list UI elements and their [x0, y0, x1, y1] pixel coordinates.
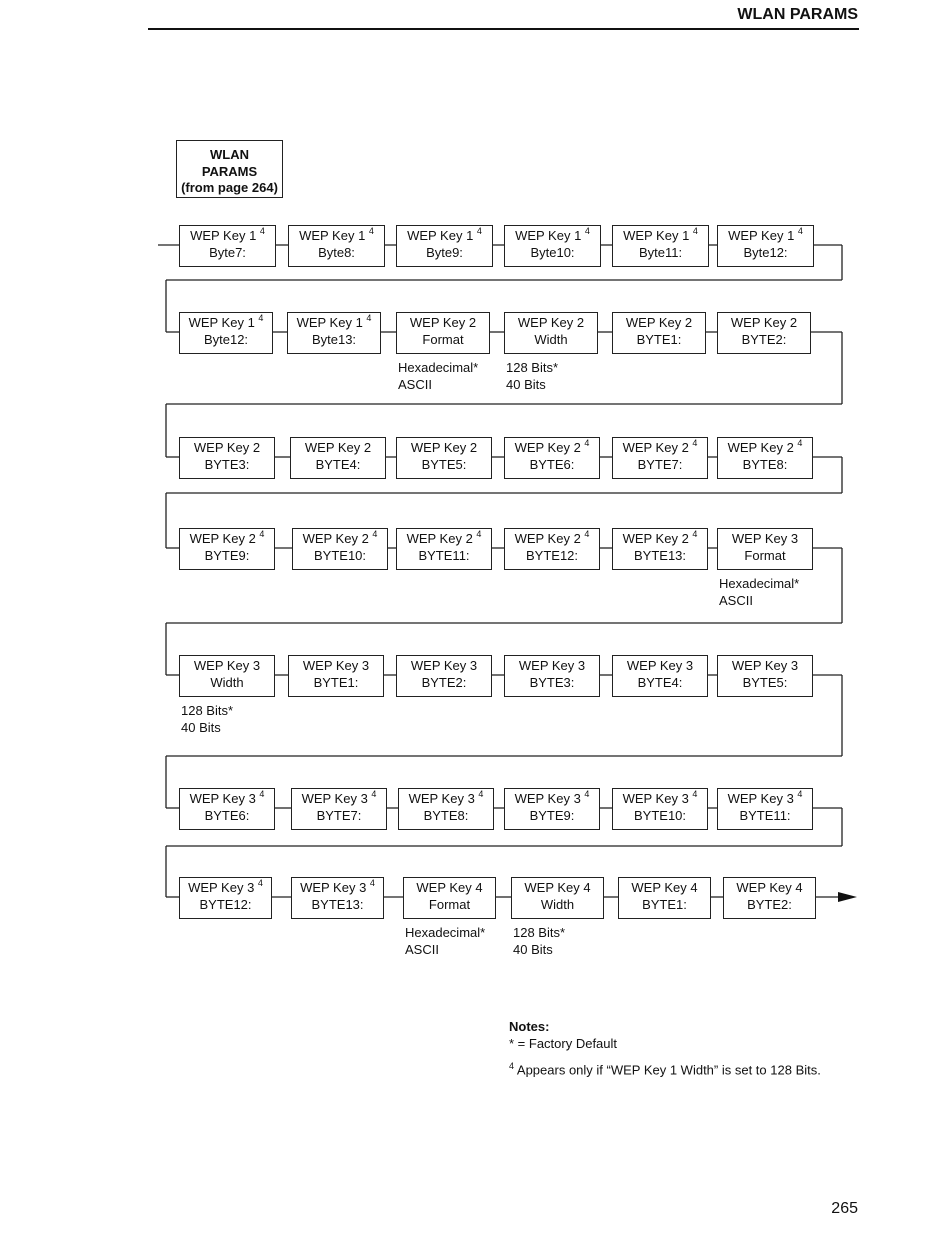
- menu-box-param: Format: [744, 547, 786, 563]
- menu-box-param: Format: [428, 896, 471, 912]
- menu-box-title: [293, 531, 387, 548]
- menu-box-title: [613, 440, 707, 457]
- option-value: Hexadecimal*: [398, 360, 479, 375]
- footnote-marker: 4: [259, 226, 265, 236]
- option-value: 128 Bits*: [506, 360, 559, 375]
- menu-box-label: WEP Key 1: [299, 228, 366, 243]
- menu-box-param: BYTE10:: [313, 547, 367, 563]
- menu-box-label: WEP Key 3: [727, 791, 794, 806]
- menu-box-title: [289, 228, 384, 245]
- menu-box-title: [718, 791, 812, 808]
- menu-box-title: [718, 440, 812, 457]
- menu-box-label: WEP Key 3: [731, 531, 799, 546]
- menu-box: [179, 788, 275, 830]
- menu-box-label: WEP Key 3: [408, 791, 475, 806]
- menu-box-title: [718, 315, 810, 332]
- start-box-line: PARAMS: [201, 163, 258, 179]
- menu-box: [612, 655, 708, 697]
- note-superscript-4: [509, 1058, 821, 1079]
- option-value: 40 Bits: [506, 376, 546, 392]
- menu-box-param: BYTE12:: [525, 547, 579, 563]
- menu-box-param: BYTE11:: [739, 807, 791, 823]
- menu-box-title: [399, 791, 493, 808]
- menu-box-label: WEP Key 2: [409, 315, 477, 330]
- menu-box-param: BYTE1:: [313, 674, 359, 690]
- menu-box: [504, 528, 600, 570]
- menu-box-param: BYTE9:: [529, 807, 575, 823]
- menu-box: [396, 312, 490, 354]
- option-list: [181, 703, 233, 736]
- menu-box: [717, 788, 813, 830]
- note-sup: 4: [509, 1061, 515, 1071]
- menu-box: [396, 655, 492, 697]
- menu-box-title: [180, 228, 275, 245]
- menu-box-param: Byte9:: [426, 244, 463, 260]
- footnote-marker: 4: [366, 313, 372, 323]
- menu-box-title: [613, 658, 707, 675]
- menu-box-title: [397, 315, 489, 332]
- menu-box-param: Byte12:: [743, 244, 788, 260]
- option-list: [719, 576, 799, 609]
- footnote-marker: 4: [258, 313, 264, 323]
- menu-box: [179, 877, 272, 919]
- menu-box: [612, 225, 709, 267]
- menu-box-title: [512, 880, 603, 897]
- menu-box-title: [505, 791, 599, 808]
- menu-box-param: BYTE5:: [742, 674, 788, 690]
- menu-box: [290, 437, 386, 479]
- menu-box-title: [718, 228, 813, 245]
- option-value: Hexadecimal*: [405, 925, 486, 940]
- menu-box-title: [613, 315, 705, 332]
- menu-box: [179, 225, 276, 267]
- footnote-marker: 4: [692, 789, 698, 799]
- footnote-marker: 4: [372, 529, 378, 539]
- option-value: 128 Bits*: [513, 925, 566, 940]
- menu-box: [612, 788, 708, 830]
- menu-box-title: [613, 791, 707, 808]
- menu-box-label: WEP Key 4: [524, 880, 591, 895]
- menu-box-param: Byte8:: [318, 244, 355, 260]
- menu-box-param: BYTE2:: [741, 331, 787, 347]
- menu-box: [398, 788, 494, 830]
- option-value: 40 Bits: [181, 719, 221, 735]
- menu-box-label: WEP Key 2: [727, 440, 794, 455]
- footnote-marker: 4: [692, 226, 698, 236]
- menu-box: [612, 528, 708, 570]
- footnote-marker: 4: [257, 878, 263, 888]
- menu-box: [717, 312, 811, 354]
- footnote-marker: 4: [369, 878, 375, 888]
- menu-box-title: [505, 440, 599, 457]
- menu-box-label: WEP Key 2: [189, 531, 256, 546]
- page-number: 265: [831, 1200, 858, 1217]
- menu-box-param: BYTE1:: [636, 331, 682, 347]
- menu-box-label: WEP Key 2: [730, 315, 798, 330]
- menu-box-param: BYTE3:: [204, 456, 250, 472]
- menu-box: [612, 437, 708, 479]
- menu-box-label: WEP Key 3: [188, 880, 255, 895]
- option-list: [513, 925, 565, 958]
- menu-box-title: [397, 228, 492, 245]
- menu-box: [717, 655, 813, 697]
- menu-box-title: [180, 315, 272, 332]
- menu-box-label: WEP Key 2: [514, 531, 581, 546]
- menu-box-param: BYTE8:: [423, 807, 469, 823]
- menu-box-label: WEP Key 2: [304, 440, 372, 455]
- menu-box: [179, 528, 275, 570]
- menu-box-param: BYTE2:: [421, 674, 467, 690]
- notes-title: Notes:: [509, 1019, 550, 1034]
- menu-box-label: WEP Key 2: [625, 315, 693, 330]
- menu-box-param: Width: [540, 896, 575, 912]
- menu-box-title: [397, 440, 491, 457]
- menu-box-label: WEP Key 3: [731, 658, 799, 673]
- menu-box-label: WEP Key 2: [517, 315, 585, 330]
- menu-box-param: BYTE10:: [633, 807, 687, 823]
- start-box-line: WLAN: [210, 147, 249, 162]
- option-value: 40 Bits: [513, 941, 553, 957]
- menu-box-title: [718, 658, 812, 675]
- menu-box-label: WEP Key 3: [300, 880, 367, 895]
- menu-box-label: WEP Key 3: [626, 658, 694, 673]
- menu-box-param: BYTE9:: [204, 547, 250, 563]
- menu-box-label: WEP Key 3: [518, 658, 586, 673]
- menu-box-param: BYTE13:: [633, 547, 687, 563]
- menu-box-title: [397, 658, 491, 675]
- menu-box-param: BYTE4:: [315, 456, 361, 472]
- menu-box-title: [180, 791, 274, 808]
- menu-box-param: Width: [534, 331, 568, 347]
- footnote-marker: 4: [584, 789, 590, 799]
- menu-box: [504, 655, 600, 697]
- menu-box-param: Byte12:: [203, 331, 249, 347]
- menu-box-title: [180, 880, 271, 897]
- menu-box: [618, 877, 711, 919]
- menu-box-param: Format: [422, 331, 464, 347]
- start-box-wlan-params: [176, 140, 283, 198]
- footnote-marker: 4: [692, 529, 698, 539]
- menu-box-label: WEP Key 2: [302, 531, 369, 546]
- menu-box: [288, 655, 384, 697]
- footnote-marker: 4: [259, 529, 265, 539]
- menu-box-param: Byte13:: [311, 331, 357, 347]
- footnote-marker: 4: [797, 438, 803, 448]
- menu-box-label: WEP Key 2: [514, 440, 581, 455]
- menu-box-param: BYTE3:: [529, 674, 575, 690]
- menu-box-label: WEP Key 4: [631, 880, 698, 895]
- menu-box: [504, 312, 598, 354]
- note-factory-default: * = Factory Default: [509, 1035, 618, 1051]
- menu-box: [504, 437, 600, 479]
- menu-box-title: [292, 791, 386, 808]
- option-value: ASCII: [398, 376, 432, 392]
- menu-box-param: BYTE5:: [421, 456, 467, 472]
- footnote-marker: 4: [259, 789, 265, 799]
- menu-box: [396, 225, 493, 267]
- menu-box-title: [288, 315, 380, 332]
- menu-box-label: WEP Key 2: [622, 531, 689, 546]
- option-value: 128 Bits*: [181, 703, 234, 718]
- menu-box: [504, 788, 600, 830]
- menu-box-title: [613, 531, 707, 548]
- menu-box-param: BYTE6:: [529, 456, 575, 472]
- menu-box-param: Width: [210, 674, 244, 690]
- menu-box-label: WEP Key 3: [410, 658, 478, 673]
- menu-box: [511, 877, 604, 919]
- option-list: [398, 360, 478, 393]
- footnote-marker: 4: [584, 438, 590, 448]
- arrow-continue-icon: [838, 892, 857, 902]
- menu-box-title: [404, 880, 495, 897]
- menu-box-label: WEP Key 3: [193, 658, 261, 673]
- footnote-marker: 4: [584, 529, 590, 539]
- menu-box-label: WEP Key 2: [193, 440, 261, 455]
- page-header-title: WLAN PARAMS: [737, 6, 858, 23]
- menu-box-title: [180, 658, 274, 675]
- menu-box: [179, 312, 273, 354]
- menu-box: [612, 312, 706, 354]
- menu-box: [287, 312, 381, 354]
- menu-box-label: WEP Key 1: [296, 315, 363, 330]
- menu-box-label: WEP Key 4: [736, 880, 803, 895]
- menu-box: [504, 225, 601, 267]
- menu-box-title: [505, 228, 600, 245]
- option-value: ASCII: [405, 941, 439, 957]
- footnote-marker: 4: [584, 226, 590, 236]
- menu-box-param: BYTE12:: [199, 896, 252, 912]
- menu-box-label: WEP Key 1: [407, 228, 474, 243]
- menu-box-label: WEP Key 1: [188, 315, 255, 330]
- menu-box: [291, 877, 384, 919]
- menu-box-param: Byte10:: [530, 244, 575, 260]
- option-value: ASCII: [719, 592, 753, 608]
- menu-box: [723, 877, 816, 919]
- menu-box-title: [397, 531, 491, 548]
- menu-box-title: [292, 880, 383, 897]
- menu-box-label: WEP Key 3: [189, 791, 256, 806]
- menu-box: [179, 655, 275, 697]
- menu-box-param: BYTE1:: [642, 896, 687, 912]
- menu-box-label: WEP Key 3: [302, 658, 370, 673]
- option-value: Hexadecimal*: [719, 576, 800, 591]
- menu-box-label: WEP Key 3: [622, 791, 689, 806]
- menu-box-param: BYTE7:: [316, 807, 362, 823]
- menu-box-label: WEP Key 1: [728, 228, 795, 243]
- footnote-marker: 4: [692, 438, 698, 448]
- menu-box-title: [724, 880, 815, 897]
- menu-box-param: BYTE6:: [204, 807, 250, 823]
- footnote-marker: 4: [797, 789, 803, 799]
- menu-box-label: WEP Key 1: [190, 228, 257, 243]
- footnote-marker: 4: [797, 226, 803, 236]
- menu-box-param: BYTE2:: [747, 896, 792, 912]
- menu-box: [717, 437, 813, 479]
- menu-box-title: [505, 531, 599, 548]
- menu-box: [403, 877, 496, 919]
- menu-box-param: Byte11:: [638, 244, 683, 260]
- notes: [509, 1019, 821, 1079]
- menu-box-title: [619, 880, 710, 897]
- option-list: [506, 360, 558, 393]
- menu-box-title: [505, 315, 597, 332]
- menu-box-label: WEP Key 4: [416, 880, 483, 895]
- menu-box-param: BYTE4:: [637, 674, 683, 690]
- menu-box-title: [718, 531, 812, 548]
- menu-box: [717, 225, 814, 267]
- footnote-marker: 4: [478, 789, 484, 799]
- start-box-line: (from page 264): [181, 180, 278, 195]
- menu-box: [717, 528, 813, 570]
- menu-box-title: [180, 440, 274, 457]
- menu-box-label: WEP Key 2: [410, 440, 478, 455]
- menu-box-title: [180, 531, 274, 548]
- footnote-marker: 4: [368, 226, 374, 236]
- note-text: Appears only if “WEP Key 1 Width” is set to 128 Bits.: [514, 1062, 821, 1078]
- menu-box-label: WEP Key 1: [515, 228, 582, 243]
- menu-box-label: WEP Key 2: [406, 531, 473, 546]
- menu-box-label: WEP Key 1: [623, 228, 690, 243]
- menu-box-title: [505, 658, 599, 675]
- footnote-marker: 4: [476, 529, 482, 539]
- menu-box-param: BYTE7:: [637, 456, 683, 472]
- option-list: [405, 925, 485, 958]
- menu-box-title: [613, 228, 708, 245]
- footnote-marker: 4: [476, 226, 482, 236]
- menu-box: [288, 225, 385, 267]
- menu-box: [291, 788, 387, 830]
- menu-box-param: BYTE11:: [418, 547, 470, 563]
- menu-box-param: BYTE8:: [742, 456, 788, 472]
- menu-box-title: [289, 658, 383, 675]
- menu-box: [292, 528, 388, 570]
- menu-box-label: WEP Key 3: [514, 791, 581, 806]
- footnote-marker: 4: [371, 789, 377, 799]
- menu-box: [179, 437, 275, 479]
- menu-box: [396, 437, 492, 479]
- menu-box-title: [291, 440, 385, 457]
- menu-box-param: Byte7:: [209, 244, 246, 260]
- menu-box-label: WEP Key 2: [622, 440, 689, 455]
- menu-box-label: WEP Key 3: [301, 791, 368, 806]
- menu-box: [396, 528, 492, 570]
- menu-box-param: BYTE13:: [311, 896, 364, 912]
